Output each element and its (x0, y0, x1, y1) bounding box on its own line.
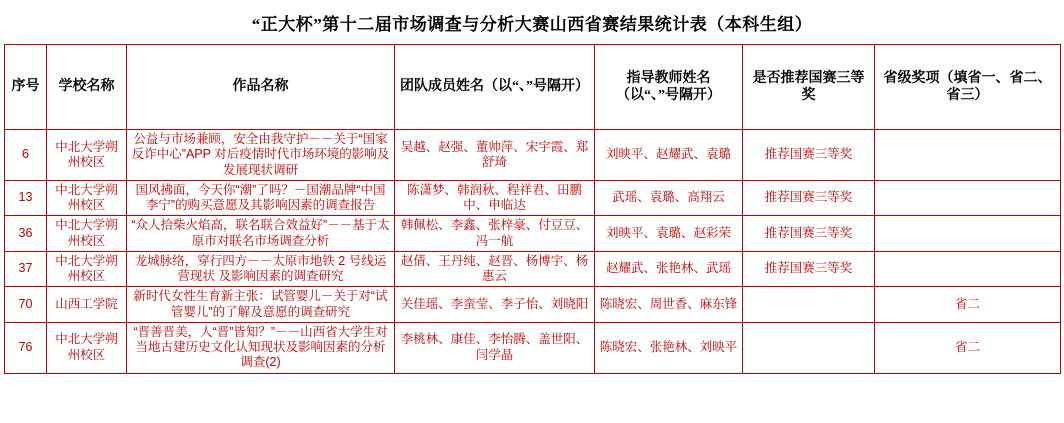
cell-index: 36 (5, 216, 47, 252)
cell-members: 赵倩、王丹纯、赵晋、杨博宇、杨惠云 (395, 251, 595, 287)
cell-school: 中北大学朔州校区 (47, 180, 127, 216)
cell-index: 6 (5, 130, 47, 181)
cell-index: 76 (5, 322, 47, 373)
cell-province-award: 省二 (875, 322, 1061, 373)
table-row (5, 180, 1061, 216)
table-body (5, 130, 1061, 374)
table-row (5, 216, 1061, 252)
cell-national-recommendation (743, 287, 875, 323)
cell-school: 中北大学朔州校区 (47, 322, 127, 373)
cell-teachers: 武瑶、袁璐、高翔云 (595, 180, 743, 216)
cell-school: 中北大学朔州校区 (47, 251, 127, 287)
column-header-teachers: 指导教师姓名（以“、”号隔开） (595, 45, 743, 130)
cell-work: 国风拂面，今天你“潮”了吗？－国潮品牌“中国李宁”的购买意愿及其影响因素的调查报告 (127, 180, 395, 216)
column-header-members: 团队成员姓名（以“、”号隔开） (395, 45, 595, 130)
cell-school: 中北大学朔州校区 (47, 216, 127, 252)
cell-province-award (875, 180, 1061, 216)
table-row (5, 287, 1061, 323)
cell-index: 37 (5, 251, 47, 287)
cell-work: 公益与市场兼顾，安全由我守护－－关于“国家反诈中心”APP 对后疫情时代市场环境的影响及发展现状调研 (127, 130, 395, 181)
cell-school: 山西工学院 (47, 287, 127, 323)
cell-work: “众人拾柴火焰高，联名联合效益好”－－基于太原市对联名市场调查分析 (127, 216, 395, 252)
table-row (5, 322, 1061, 373)
cell-teachers: 赵耀武、张艳林、武瑶 (595, 251, 743, 287)
cell-teachers: 陈晓宏、周世香、麻东锋 (595, 287, 743, 323)
cell-work: 龙城脉络，穿行四方－－太原市地铁 2 号线运营现状 及影响因素的调查研究 (127, 251, 395, 287)
column-header-work: 作品名称 (127, 45, 395, 130)
cell-teachers: 陈晓宏、张艳林、刘映平 (595, 322, 743, 373)
cell-work: “晋善晋美，人“晋”皆知？”－－山西省大学生对当地古建历史文化认知现状及影响因素的分析调查(2) (127, 322, 395, 373)
column-header-school: 学校名称 (47, 45, 127, 130)
cell-members: 陈潇梦、韩润秋、程祥君、田鹏中、申临达 (395, 180, 595, 216)
cell-national-recommendation: 推荐国赛三等奖 (743, 180, 875, 216)
cell-province-award: 省二 (875, 287, 1061, 323)
cell-province-award (875, 130, 1061, 181)
table-row (5, 251, 1061, 287)
cell-index: 13 (5, 180, 47, 216)
table-header-row (5, 45, 1061, 130)
cell-teachers: 刘映平、赵耀武、袁璐 (595, 130, 743, 181)
cell-national-recommendation: 推荐国赛三等奖 (743, 251, 875, 287)
cell-members: 韩佩松、李鑫、张梓豪、付豆豆、冯一航 (395, 216, 595, 252)
cell-school: 中北大学朔州校区 (47, 130, 127, 181)
column-header-province: 省级奖项（填省一、省二、省三） (875, 45, 1061, 130)
cell-national-recommendation: 推荐国赛三等奖 (743, 216, 875, 252)
table-row (5, 130, 1061, 181)
cell-national-recommendation (743, 322, 875, 373)
cell-members: 李桃林、康佳、李怡腾、盖世阳、闫学晶 (395, 322, 595, 373)
column-header-index: 序号 (5, 45, 47, 130)
cell-national-recommendation: 推荐国赛三等奖 (743, 130, 875, 181)
cell-province-award (875, 216, 1061, 252)
column-header-national: 是否推荐国赛三等奖 (743, 45, 875, 130)
cell-members: 关佳瑶、李蛮莹、李子怡、刘晓阳 (395, 287, 595, 323)
cell-index: 70 (5, 287, 47, 323)
results-table (4, 44, 1061, 374)
cell-members: 吴越、赵强、董帅萍、宋宇霞、郑舒琦 (395, 130, 595, 181)
cell-province-award (875, 251, 1061, 287)
cell-work: 新时代女性生育新主张：试管婴儿－关于对“试管婴儿”的了解及意愿的调查研究 (127, 287, 395, 323)
page-title: “正大杯”第十二届市场调查与分析大赛山西省赛结果统计表（本科生组） (251, 15, 813, 34)
cell-teachers: 刘映平、袁璐、赵彩荣 (595, 216, 743, 252)
